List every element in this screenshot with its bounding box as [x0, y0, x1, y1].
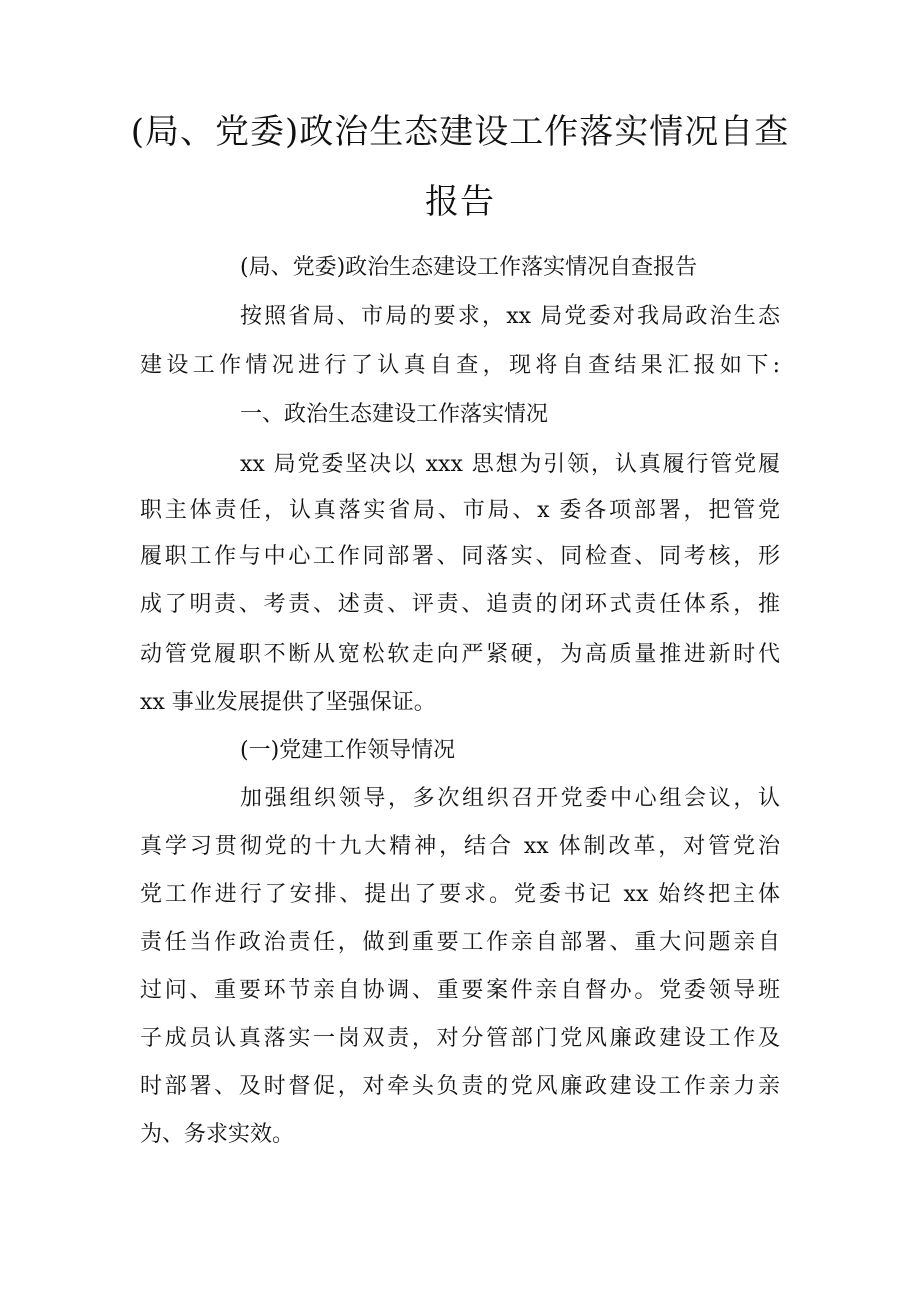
subsection-heading: (一)党建工作领导情况: [240, 738, 456, 763]
subtitle-line: (局、党委)政治生态建设工作落实情况自查报告: [240, 255, 698, 280]
paragraph-line: 党工作进行了安排、提出了要求。党委书记 xx 始终把主体: [140, 882, 780, 907]
section-heading: 一、政治生态建设工作落实情况: [240, 402, 549, 427]
paragraph-line: xx 局党委坚决以 xxx 思想为引领，认真履行管党履: [240, 452, 780, 477]
paragraph-line: xx 事业发展提供了坚强保证。: [140, 690, 436, 715]
paragraph-line: 子成员认真落实一岗双责，对分管部门党风廉政建设工作及: [140, 1026, 780, 1051]
paragraph-line: 成了明责、考责、述责、评责、追责的闭环式责任体系，推: [140, 592, 780, 617]
paragraph-line: 时部署、及时督促，对牵头负责的党风廉政建设工作亲力亲: [140, 1074, 780, 1099]
paragraph-line: 动管党履职不断从宽松软走向严紧硬，为高质量推进新时代: [140, 642, 780, 667]
paragraph-line: 为、务求实效。: [140, 1122, 295, 1147]
paragraph-line: 按照省局、市局的要求，xx 局党委对我局政治生态: [240, 304, 780, 329]
paragraph-line: 加强组织领导，多次组织召开党委中心组会议，认: [240, 786, 780, 811]
paragraph-line: 履职工作与中心工作同部署、同落实、同检查、同考核，形: [140, 544, 780, 569]
document-title-line-1: (局、党委)政治生态建设工作落实情况自查: [130, 112, 790, 152]
paragraph-line: 职主体责任，认真落实省局、市局、x 委各项部署，把管党: [140, 498, 780, 523]
paragraph-line: 真学习贯彻党的十九大精神，结合 xx 体制改革，对管党治: [140, 834, 780, 859]
paragraph-line: 过问、重要环节亲自协调、重要案件亲自督办。党委领导班: [140, 978, 780, 1003]
paragraph-line: 建设工作情况进行了认真自查，现将自查结果汇报如下:: [140, 353, 780, 378]
paragraph-line: 责任当作政治责任，做到重要工作亲自部署、重大问题亲自: [140, 930, 780, 955]
document-title-line-2: 报告: [425, 182, 495, 222]
